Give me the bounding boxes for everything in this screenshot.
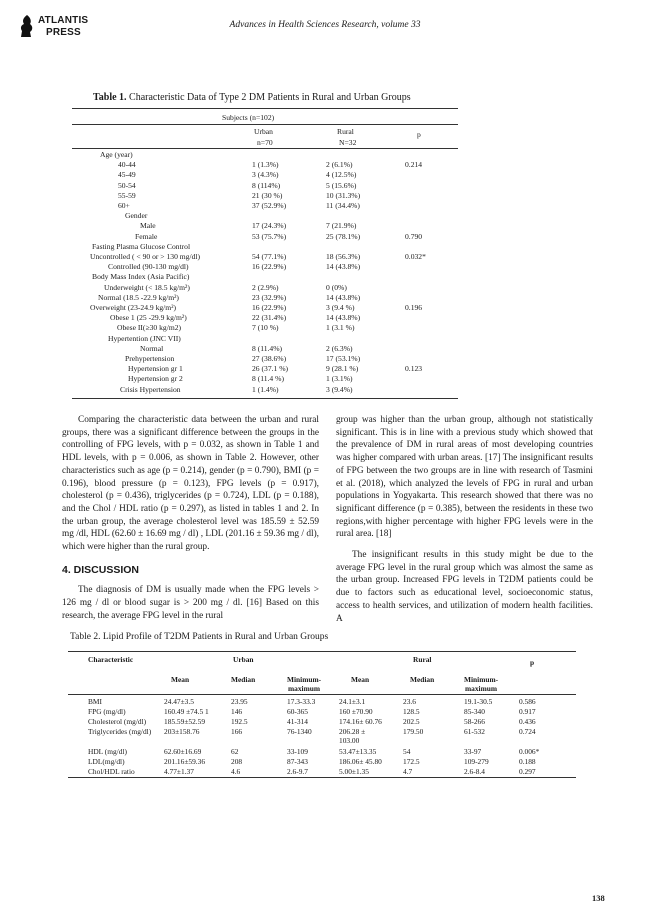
table1-urban-cell: 27 (38.6%) xyxy=(252,354,287,363)
table1-urban-cell: 54 (77.1%) xyxy=(252,252,287,261)
table2-cell-name: Cholesterol (mg/dl) xyxy=(88,717,147,726)
table2-cell-r-range: 109-279 xyxy=(464,757,489,766)
table1-subjects-header: Subjects (n=102) xyxy=(222,113,275,122)
table1-urban-cell: 22 (31.4%) xyxy=(252,313,287,323)
table2-cell-u-range: 60-365 xyxy=(287,707,308,716)
table2-header-urban: Urban xyxy=(233,655,254,664)
table2-cell-name: Chol/HDL ratio xyxy=(88,767,135,776)
table2-cell-p: 0.297 xyxy=(519,767,536,776)
table2-cell-r-median: 172.5 xyxy=(403,757,420,766)
table2-cell-r-median: 202.5 xyxy=(403,717,420,726)
table2-cell-r-mean-cont: 103.00 xyxy=(339,736,360,745)
table1-row-label: Age (year) xyxy=(100,150,133,159)
table1-rural-cell: 7 (21.9%) xyxy=(326,221,357,231)
table1-row-label: Fasting Plasma Glucose Control xyxy=(92,241,191,251)
table1-urban-cell: 26 (37.1 %) xyxy=(252,364,289,374)
table2-cell-p: 0.724 xyxy=(519,727,536,736)
table2-bottom-rule xyxy=(68,777,576,778)
table2-cell-u-range: 87-343 xyxy=(287,757,308,766)
table1-rural-cell: 1 (3.1 %) xyxy=(326,323,355,333)
table2-cell-r-mean: 186.06± 45.80 xyxy=(339,757,382,766)
table1-urban-cell: 1 (1.3%) xyxy=(252,160,279,170)
table2-cell-r-range: 2.6-8.4 xyxy=(464,767,485,776)
table1-rural-cell: 14 (43.8%) xyxy=(326,262,361,272)
table1-p-cell: 0.032* xyxy=(405,252,426,261)
table2-cell-p: 0.188 xyxy=(519,757,536,766)
table1-row-label: 45-49 xyxy=(118,170,136,180)
table1-caption-text: Characteristic Data of Type 2 DM Patients in Rural and Urban Groups xyxy=(129,92,411,103)
table1-row-label: 60+ xyxy=(118,201,130,210)
table1-row-label: Underweight (< 18.5 kg/m²) xyxy=(104,282,190,292)
table1-urban-cell: 7 (10 %) xyxy=(252,323,279,333)
table2-header-rural-minmax: Minimum- xyxy=(464,675,499,684)
table1-urban-cell: 17 (24.3%) xyxy=(252,221,287,231)
table2-cell-u-range: 41-314 xyxy=(287,717,308,726)
table2-header-urban-median: Median xyxy=(231,675,256,684)
table1-urban-cell: 1 (1.4%) xyxy=(252,384,279,394)
table1-rural-cell: 0 (0%) xyxy=(326,282,347,292)
table1-row-label: Female xyxy=(135,231,158,241)
table1-urban-cell: 8 (11.4 %) xyxy=(252,374,284,384)
table1-p-cell: 0.790 xyxy=(405,231,423,241)
table2-cell-r-range: 58-266 xyxy=(464,717,485,726)
table2-cell-u-mean: 201.16±59.36 xyxy=(164,757,206,766)
page-number: 138 xyxy=(592,893,605,903)
table2-cell-p: 0.917 xyxy=(519,707,536,716)
table2-cell-r-mean: 53.47±13.35 xyxy=(339,747,377,756)
table1-p-header: p xyxy=(417,130,421,139)
table2-cell-name: FPG (mg/dl) xyxy=(88,707,126,716)
table2-cell-r-median: 54 xyxy=(403,747,411,756)
table2-cell-u-median: 166 xyxy=(231,727,243,736)
table1-p-cell: 0.214 xyxy=(405,160,423,170)
table2-header-urban-minmax: Minimum- xyxy=(287,675,322,684)
table1-row-label: Obese II(≥30 kg/m2) xyxy=(117,323,182,333)
table2-cell-r-range: 33-97 xyxy=(464,747,482,756)
table2-header-rural-minmax-2: maximum xyxy=(465,684,498,693)
table1-p-cell: 0.196 xyxy=(405,303,423,312)
table2-cell-u-median: 146 xyxy=(231,707,243,716)
table1-rural-cell: 1 (3.1%) xyxy=(326,374,353,384)
table1-row-label: Gender xyxy=(125,211,148,221)
table2-header-rural: Rural xyxy=(413,655,432,664)
table2-cell-u-mean: 203±158.76 xyxy=(164,727,200,736)
table1-rural-cell: 3 (9.4 %) xyxy=(326,303,355,312)
table2-cell-u-range: 2.6-9.7 xyxy=(287,767,308,776)
table2-cell-p: 0.436 xyxy=(519,717,536,726)
table2-header-p: p xyxy=(530,658,535,667)
table1-rural-cell: 17 (53.1%) xyxy=(326,354,361,363)
table1-urban-cell: 3 (4.3%) xyxy=(252,170,279,180)
table1-urban-cell: 16 (22.9%) xyxy=(252,262,287,272)
table2-header-rural-median: Median xyxy=(410,675,435,684)
table2-header-urban-minmax-2: maximum xyxy=(288,684,321,693)
table1-urban-n: n=70 xyxy=(257,138,273,147)
table2-cell-u-mean: 185.59±52.59 xyxy=(164,717,206,726)
table1-row-label: 50-54 xyxy=(118,180,136,190)
table2-cell-name: HDL (mg/dl) xyxy=(88,747,127,756)
table1-row-label: Obese 1 (25 -29.9 kg/m²) xyxy=(110,313,187,323)
table1-rural-cell: 10 (31.3%) xyxy=(326,190,361,200)
journal-title: Advances in Health Sciences Research, volume 33 xyxy=(229,20,421,30)
table2-cell-p: 0.586 xyxy=(519,697,536,706)
table1-row-label: Hypertension gr 2 xyxy=(128,374,183,384)
table2-cell-r-median: 179.50 xyxy=(403,727,424,736)
table1-rural-cell: 5 (15.6%) xyxy=(326,180,357,190)
table2-cell-r-range: 85-340 xyxy=(464,707,485,716)
table2-cell-u-mean: 160.49 ±74.5 1 xyxy=(164,707,209,716)
table1-rural-cell: 11 (34.4%) xyxy=(326,201,360,210)
table1-rural-cell: 14 (43.8%) xyxy=(326,313,361,323)
table1-urban-header: Urban xyxy=(254,127,273,136)
section-heading: 4. DISCUSSION xyxy=(62,563,140,576)
table1-row-label: 40-44 xyxy=(118,160,136,170)
table2-cell-u-mean: 4.77±1.37 xyxy=(164,767,194,776)
table1-urban-cell: 53 (75.7%) xyxy=(252,231,287,241)
table1-row-label: Body Mass Index (Asia Pacific) xyxy=(92,272,190,282)
table2-cell-p: 0.006* xyxy=(519,747,540,756)
table1-rural-cell: 3 (9.4%) xyxy=(326,384,353,394)
table1-row-label: Hypertention (JNC VII) xyxy=(108,333,181,343)
table1-rural-n: N=32 xyxy=(339,138,357,147)
table1-rural-header: Rural xyxy=(337,127,354,136)
table1-rural-cell: 4 (12.5%) xyxy=(326,170,357,180)
paragraph-discussion-1: The diagnosis of DM is usually made when the FPG levels > 126 mg / dl or blood sugar is > 200 mg / dl. [16] Based on this research, the average FPG level in the rural xyxy=(62,585,319,621)
table2-cell-u-mean: 24.47±3.5 xyxy=(164,697,194,706)
table2-cell-name: Triglycerides (mg/dl) xyxy=(88,727,152,736)
table2-cell-r-range: 19.1-30.5 xyxy=(464,697,493,706)
table1-urban-cell: 16 (22.9%) xyxy=(252,303,287,312)
table1-row-label: Crisis Hypertension xyxy=(120,384,181,394)
table1-p-cell: 0.123 xyxy=(405,364,423,374)
table1-row-label: Male xyxy=(140,221,156,231)
table2-cell-r-range: 61-532 xyxy=(464,727,485,736)
table2-cell-r-median: 128.5 xyxy=(403,707,420,716)
paragraph-discussion-3: The insignificant results in this study might be due to the average FPG level in the rural group which was almost the same as the urban group. Increased FPG levels in T2DM patients could be due to factors such as educational level, socioeconomic status, access to health services, and utilization of modern health facilities. A xyxy=(336,550,593,624)
logo-text-line1: ATLANTIS xyxy=(38,15,89,26)
table2-header-rural-mean: Mean xyxy=(351,675,370,684)
table2-cell-r-mean: 24.1±3.1 xyxy=(339,697,366,706)
table2-cell-r-median: 23.6 xyxy=(403,697,416,706)
table1-rural-cell: 18 (56.3%) xyxy=(326,252,361,261)
table1-rural-cell: 25 (78.1%) xyxy=(326,231,361,241)
paragraph-results: Comparing the characteristic data between the urban and rural groups, there was a significant difference between the groups in the controlling of FPG levels, with p = 0.032, as shown in Table 1 and HDL levels, with p = 0.006, as shown in Table 2. However, other characteristics such as age (p = 0.214), gender (p = 0.790), BMI (p = 0.196), blood pressure (p = 0.123), FPG levels (p = 0.917), cholesterol (p = 0.436), triglycerides (p = 0.724), LDL (p = 0.188), and the Chol / HDL ratio (p = 0.297), as listed in tables 1 and 2. In the urban group, the average cholesterol level was 185.59 ± 52.59 mg /dl, HDL (62.60 ± 16.69 mg / dl) , LDL (201.16 ± 59.36 mg / dl), which were higher than the rural group. xyxy=(62,415,319,553)
table1-urban-cell: 23 (32.9%) xyxy=(252,292,287,302)
table1-row-label: Overweight (23-24.9 kg/m²) xyxy=(90,303,177,312)
table2-cell-u-median: 208 xyxy=(231,757,243,766)
table2-header-characteristic: Characteristic xyxy=(88,655,134,664)
table2-cell-u-range: 33-109 xyxy=(287,747,308,756)
table2-cell-name: LDL(mg/dl) xyxy=(88,757,125,766)
table1-rural-cell: 14 (43.8%) xyxy=(326,292,361,302)
table1-rural-cell: 9 (28.1 %) xyxy=(326,364,359,374)
table1-row-label: Normal (18.5 -22.9 kg/m²) xyxy=(98,292,179,302)
table2-cell-u-median: 192.5 xyxy=(231,717,248,726)
table1-row-label: Prehypertension xyxy=(125,354,175,363)
logo-text-line2: PRESS xyxy=(46,27,81,38)
table1-urban-cell: 8 (11.4%) xyxy=(252,343,283,353)
table2-cell-u-median: 62 xyxy=(231,747,239,756)
table1-rural-cell: 2 (6.1%) xyxy=(326,160,353,170)
table2-cell-r-mean: 5.00±1.35 xyxy=(339,767,369,776)
table1-row-label: 55-59 xyxy=(118,190,136,200)
table1-row-label: Uncontrolled ( < 90 or > 130 mg/dl) xyxy=(90,252,201,261)
table1-urban-cell: 2 (2.9%) xyxy=(252,282,279,292)
table1-row-label: Hypertension gr 1 xyxy=(128,364,183,374)
table2-cell-r-mean: 174.16± 60.76 xyxy=(339,717,382,726)
table1-rural-cell: 2 (6.3%) xyxy=(326,343,353,353)
table2-header-urban-mean: Mean xyxy=(171,675,190,684)
table2-cell-r-mean: 160 ±70.90 xyxy=(339,707,373,716)
table2-cell-u-median: 4.6 xyxy=(231,767,241,776)
table2-cell-u-range: 76-1340 xyxy=(287,727,312,736)
table2-cell-r-median: 4.7 xyxy=(403,767,413,776)
table2-caption: Table 2. Lipid Profile of T2DM Patients in Rural and Urban Groups xyxy=(70,632,329,642)
table2-cell-u-range: 17.3-33.3 xyxy=(287,697,316,706)
table1-caption-label: Table 1. xyxy=(93,92,127,103)
table1-row-label: Controlled (90-130 mg/dl) xyxy=(108,262,189,272)
table1-row-label: Normal xyxy=(140,343,164,353)
table1-urban-cell: 8 (114%) xyxy=(252,180,281,190)
paragraph-discussion-2: group was higher than the urban group, although not statistically significant. This is in line with a previous study which showed that the prevalence of DM in rural areas of most developing countries was higher compared with urban areas. [17] The insignificant results of FPG between the two groups are in line with research of Tasmini et al. (2018), which analyzed the levels of FPG in rural and urban populations in Yogyakarta. This research showed that there was no significant difference (p = 0.385), between the residents in these two regions,with higher percentage with higher FPG levels were in the rural area. [18] xyxy=(336,415,593,540)
table2-cell-u-mean: 62.60±16.69 xyxy=(164,747,202,756)
table2-cell-name: BMI xyxy=(88,697,102,706)
table2-cell-u-median: 23.95 xyxy=(231,697,248,706)
table1-urban-cell: 21 (30 %) xyxy=(252,190,283,200)
table1-urban-cell: 37 (52.9%) xyxy=(252,201,287,210)
table2-cell-r-mean: 206.28 ± xyxy=(339,727,366,736)
